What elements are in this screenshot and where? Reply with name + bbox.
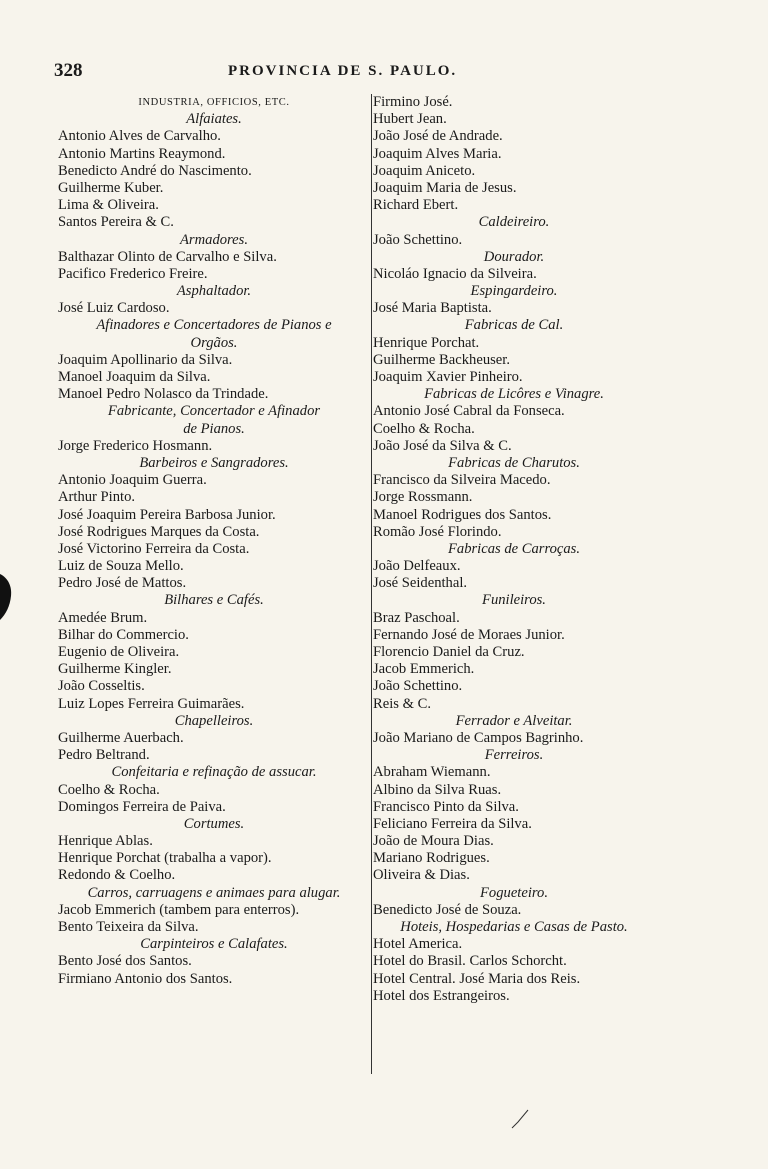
left-section-heading: Chapelleiros. <box>174 712 254 729</box>
right-entry: Joaquim Maria de Jesus. <box>373 179 517 196</box>
left-section-heading: Alfaiates. <box>186 111 242 128</box>
right-entry: Romão José Florindo. <box>373 523 502 540</box>
left-entry: João Cosseltis. <box>58 678 145 695</box>
right-entry: João José da Silva & C. <box>373 437 512 454</box>
left-section-heading: Orgãos. <box>190 334 238 351</box>
left-entry: Guilherme Kuber. <box>58 179 164 196</box>
right-entry: Antonio José Cabral da Fonseca. <box>373 403 565 420</box>
right-entry: João Schettino. <box>373 678 463 695</box>
left-entry: Balthazar Olinto de Carvalho e Silva. <box>58 248 277 265</box>
left-entry: Pedro José de Mattos. <box>58 575 187 592</box>
right-entry: Abraham Wiemann. <box>373 764 491 781</box>
left-entry: Amedée Brum. <box>58 609 148 626</box>
right-section-heading: Fabricas de Carroças. <box>447 540 580 557</box>
left-entry: Bento José dos Santos. <box>58 953 192 970</box>
left-entry: Manoel Joaquim da Silva. <box>58 369 211 385</box>
left-entry: Henrique Ablas. <box>58 833 153 850</box>
right-entry: Joaquim Alves Maria. <box>373 145 502 162</box>
column-divider <box>371 94 372 1074</box>
right-entry: Guilherme Backheuser. <box>373 351 510 368</box>
left-entry: Lima & Oliveira. <box>58 197 159 214</box>
right-section-heading: Caldeireiro. <box>478 214 550 231</box>
right-section-heading: Fabricas de Licôres e Vinagre. <box>424 386 604 403</box>
left-entry: Manoel Pedro Nolasco da Trindade. <box>58 386 269 403</box>
left-entry: Antonio Joaquim Guerra. <box>58 472 207 489</box>
right-entry: João Mariano de Campos Bagrinho. <box>373 729 584 746</box>
right-entry: Feliciano Ferreira da Silva. <box>373 815 532 832</box>
left-entry: Coelho & Rocha. <box>58 781 160 798</box>
right-entry: Nicoláo Ignacio da Silveira. <box>373 265 537 282</box>
right-entry: Coelho & Rocha. <box>373 420 475 437</box>
right-section-heading: Espingardeiro. <box>470 283 558 300</box>
right-section-heading: Fogueteiro. <box>480 884 548 901</box>
left-entry: Domingos Ferreira de Paiva. <box>58 798 226 815</box>
right-entry: Braz Paschoal. <box>373 609 460 626</box>
right-entry: Joaquim Aniceto. <box>373 162 476 179</box>
right-entry: Jacob Emmerich. <box>373 661 475 678</box>
left-entry: Firmiano Antonio dos Santos. <box>58 970 233 987</box>
right-entry: Albino da Silva Ruas. <box>373 781 502 798</box>
right-entry: Hubert Jean. <box>373 111 447 128</box>
left-entry: José Rodrigues Marques da Costa. <box>58 523 260 540</box>
pencil-stroke-mark <box>508 1108 532 1130</box>
left-section-heading: Barbeiros e Sangradores. <box>139 454 289 471</box>
left-section-heading: Fabricante, Concertador e Afinador <box>107 403 321 420</box>
left-entry: Antonio Martins Reaymond. <box>58 145 226 162</box>
right-entry: Oliveira & Dias. <box>373 867 470 884</box>
left-entry: Antonio Alves de Carvalho. <box>58 128 221 145</box>
right-entry: Benedicto José de Souza. <box>373 901 522 918</box>
right-entry: Reis & C. <box>373 695 431 712</box>
right-section-heading: Ferrador e Alveitar. <box>455 712 573 729</box>
right-entry: Mariano Rodrigues. <box>373 850 490 867</box>
left-entry: Joaquim Apollinario da Silva. <box>58 351 233 368</box>
left-section-heading: Bilhares e Cafés. <box>164 592 264 609</box>
right-entry: João de Moura Dias. <box>373 833 494 850</box>
left-subheading: INDUSTRIA, OFFICIOS, ETC. <box>138 97 290 108</box>
left-entry: Guilherme Kingler. <box>58 661 172 678</box>
right-section-heading: Hoteis, Hospedarias e Casas de Pasto. <box>400 919 628 935</box>
left-section-heading: Carros, carruagens e animaes para alugar. <box>87 884 341 901</box>
left-entry: Henrique Porchat (trabalha a vapor). <box>58 850 272 867</box>
left-entry: Bilhar do Commercio. <box>58 626 189 643</box>
left-section-heading: de Pianos. <box>183 420 245 437</box>
left-section-heading: Armadores. <box>180 231 248 248</box>
left-entry: Luiz de Souza Mello. <box>58 558 184 575</box>
left-entry: Santos Pereira & C. <box>58 214 174 231</box>
left-entry: Guilherme Auerbach. <box>58 729 184 746</box>
right-section-heading: Fabricas de Charutos. <box>448 454 580 471</box>
left-entry: José Luiz Cardoso. <box>58 300 170 317</box>
margin-ink-blot-icon <box>0 572 12 622</box>
page-title: PROVINCIA DE S. PAULO. <box>228 63 458 79</box>
right-section-heading: Ferreiros. <box>484 747 544 764</box>
right-entry: Richard Ebert. <box>373 197 459 214</box>
right-entry: Francisco Pinto da Silva. <box>373 798 519 815</box>
page-number: 328 <box>54 60 83 81</box>
right-section-heading: Dourador. <box>483 248 545 265</box>
left-section-heading: Carpinteiros e Calafates. <box>140 936 288 953</box>
right-entry: João Delfeaux. <box>373 558 461 575</box>
left-entry: Pacifico Frederico Freire. <box>58 265 208 282</box>
left-section-heading: Afinadores e Concertadores de Pianos e <box>96 317 332 334</box>
left-entry: Arthur Pinto. <box>58 489 136 506</box>
right-entry: Fernando José de Moraes Junior. <box>373 626 565 643</box>
left-entry: Pedro Beltrand. <box>58 747 150 764</box>
left-entry: José Joaquim Pereira Barbosa Junior. <box>58 506 276 523</box>
right-section-heading: Funileiros. <box>482 592 546 609</box>
right-entry: João José de Andrade. <box>373 128 503 145</box>
left-section-heading: Confeitaria e refinação de assucar. <box>111 764 317 781</box>
right-entry: José Seidenthal. <box>373 575 468 592</box>
right-section-heading: Fabricas de Cal. <box>464 317 564 334</box>
right-entry: Firmino José. <box>373 94 453 110</box>
left-column <box>58 94 370 988</box>
left-entry: José Victorino Ferreira da Costa. <box>58 540 250 557</box>
right-entry: Hotel do Brasil. Carlos Schorcht. <box>373 953 567 970</box>
right-entry: Manoel Rodrigues dos Santos. <box>373 506 552 523</box>
right-column <box>373 94 655 1005</box>
right-entry: Henrique Porchat. <box>373 334 480 351</box>
right-entry: Jorge Rossmann. <box>373 489 473 506</box>
right-entry: Hotel America. <box>373 936 463 953</box>
right-entry: Florencio Daniel da Cruz. <box>373 644 525 660</box>
left-section-heading: Cortumes. <box>183 815 245 832</box>
left-entry: Bento Teixeira da Silva. <box>58 919 199 935</box>
right-entry: João Schettino. <box>373 231 463 248</box>
left-entry: Benedicto André do Nascimento. <box>58 162 252 179</box>
left-entry: Redondo & Coelho. <box>58 867 176 884</box>
left-section-heading: Asphaltador. <box>176 283 252 300</box>
left-entry: Jacob Emmerich (tambem para enterros). <box>58 901 300 918</box>
left-entry: Jorge Frederico Hosmann. <box>58 437 213 454</box>
right-entry: Hotel Central. José Maria dos Reis. <box>373 970 581 987</box>
left-entry: Eugenio de Oliveira. <box>58 644 180 660</box>
right-entry: Francisco da Silveira Macedo. <box>373 472 551 489</box>
left-entry: Luiz Lopes Ferreira Guimarães. <box>58 695 245 712</box>
right-entry: Joaquim Xavier Pinheiro. <box>373 369 523 385</box>
right-entry: José Maria Baptista. <box>373 300 492 317</box>
right-entry: Hotel dos Estrangeiros. <box>373 987 510 1004</box>
